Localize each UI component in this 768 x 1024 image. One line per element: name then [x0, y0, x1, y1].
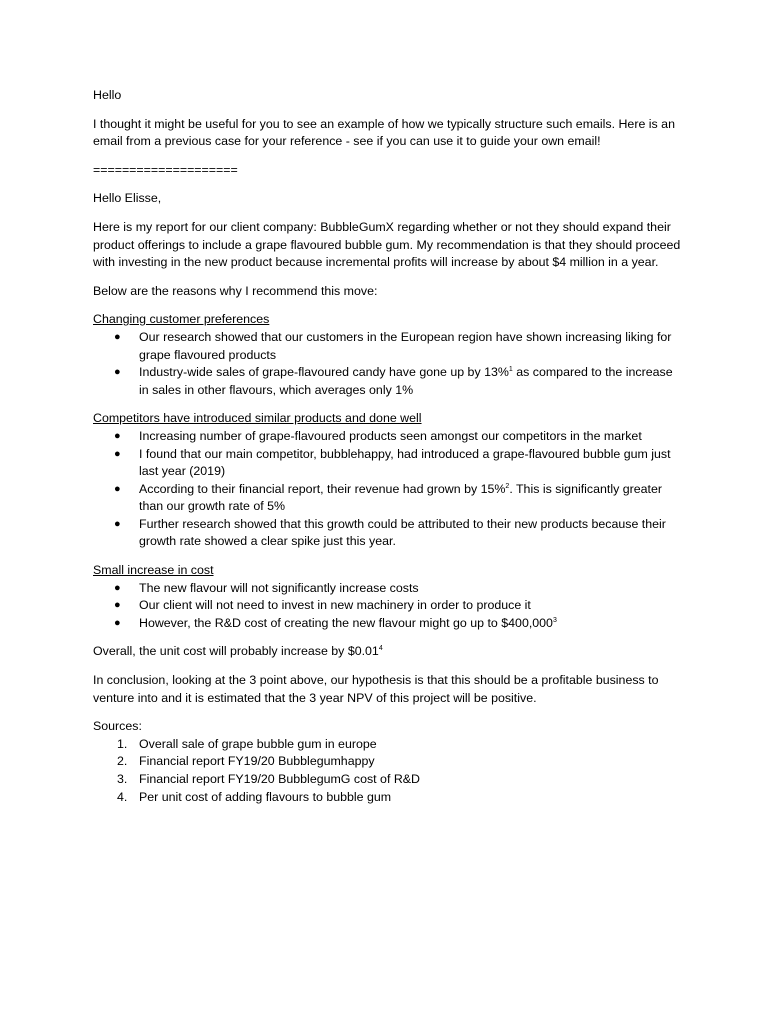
footnote-ref: 1 [508, 366, 513, 374]
sources-label: Sources: [93, 719, 142, 734]
bullet-icon: ● [114, 429, 121, 442]
unit-cost-paragraph [93, 643, 683, 661]
bullet-icon: ● [114, 447, 121, 460]
source-number: 2. [117, 754, 128, 769]
list-item [93, 428, 683, 446]
bullet-icon: ● [114, 616, 121, 629]
bullet-icon: ● [114, 482, 121, 495]
bullet-icon: ● [114, 330, 121, 343]
salutation: Hello Elisse, [93, 191, 162, 206]
list-item-text: Further research showed that this growth could be attributed to their new products because their growth rate showed a clear spike just this year. [139, 516, 666, 549]
greeting: Hello [93, 88, 122, 102]
source-item [93, 753, 683, 771]
source-text: Financial report FY19/20 BubblegumG cost of R&D [139, 772, 420, 786]
reasons-intro: Below are the reasons why I recommend this move: [93, 283, 378, 298]
section-heading: Changing customer preferences [93, 312, 270, 327]
bullet-list [93, 580, 683, 633]
section-customer-preferences [93, 311, 683, 399]
list-item-text: Our client will not need to invest in new machinery in order to produce it [139, 598, 531, 613]
report-paragraph: Here is my report for our client company: BubbleGumX regarding whether or not they should expand their product offerings to include a grape flavoured bubble gum. My recommendation is that they should proceed with investing in the new product because incremental profits will increase by about $4 million in a year. [93, 219, 681, 270]
list-item-text: I found that our main competitor, bubblehappy, had introduced a grape-flavoured bubble gum just last year (2019) [139, 446, 671, 479]
section-heading: Small increase in cost [93, 563, 214, 578]
list-item [93, 516, 683, 551]
list-item [93, 615, 683, 633]
source-text: Financial report FY19/20 Bubblegumhappy [139, 754, 375, 769]
bullet-icon: ● [114, 517, 121, 530]
source-item [93, 789, 683, 807]
list-item [93, 481, 683, 516]
source-item [93, 736, 683, 754]
source-number: 3. [117, 772, 128, 786]
bullet-list [93, 428, 683, 551]
source-number: 1. [117, 736, 128, 751]
conclusion-paragraph: In conclusion, looking at the 3 point above, our hypothesis is that this should be a profitable business to venture into and it is estimated that the 3 year NPV of this project will be positive. [93, 673, 659, 705]
bullet-icon: ● [114, 581, 121, 594]
separator-line: ==================== [93, 162, 238, 177]
list-item-text: According to their financial report, their revenue had grown by 15% [139, 481, 506, 496]
section-cost [93, 562, 683, 632]
bullet-icon: ● [114, 599, 121, 612]
footnote-ref: 4 [378, 645, 383, 653]
bullet-list [93, 329, 683, 399]
unit-cost-text: Overall, the unit cost will probably increase by $0.01 [93, 644, 379, 659]
intro-paragraph: I thought it might be useful for you to see an example of how we typically structure such emails. Here is an email from a previous case for your reference - see if you can use it to guide your own email! [93, 116, 675, 149]
bullet-icon: ● [114, 366, 121, 379]
sources-list [93, 736, 683, 806]
list-item-text: Increasing number of grape-flavoured products seen amongst our competitors in the market [139, 428, 642, 443]
footnote-ref: 2 [505, 482, 510, 490]
footnote-ref: 3 [552, 616, 557, 624]
list-item-text: However, the R&D cost of creating the new flavour might go up to $400,000 [139, 615, 553, 630]
list-item [93, 597, 683, 615]
list-item-text: The new flavour will not significantly increase costs [139, 580, 419, 595]
list-item [93, 446, 683, 481]
list-item [93, 364, 683, 399]
list-item-text-tail: . This is significantly greater than our growth rate of 5% [139, 481, 662, 514]
source-number: 4. [117, 789, 128, 804]
list-item [93, 329, 683, 364]
email-document [93, 87, 683, 806]
list-item-text: Our research showed that our customers in the European region have shown increasing liking for grape flavoured products [139, 329, 672, 362]
section-heading: Competitors have introduced similar products and done well [93, 411, 422, 426]
list-item [93, 580, 683, 598]
list-item-text: Industry-wide sales of grape-flavoured candy have gone up by 13% [139, 365, 509, 380]
source-text: Per unit cost of adding flavours to bubble gum [139, 789, 392, 804]
source-item [93, 771, 683, 789]
source-text: Overall sale of grape bubble gum in europe [139, 736, 377, 751]
section-competitors [93, 410, 683, 551]
list-item-text-tail: as compared to the increase in sales in other flavours, which averages only 1% [139, 365, 673, 397]
